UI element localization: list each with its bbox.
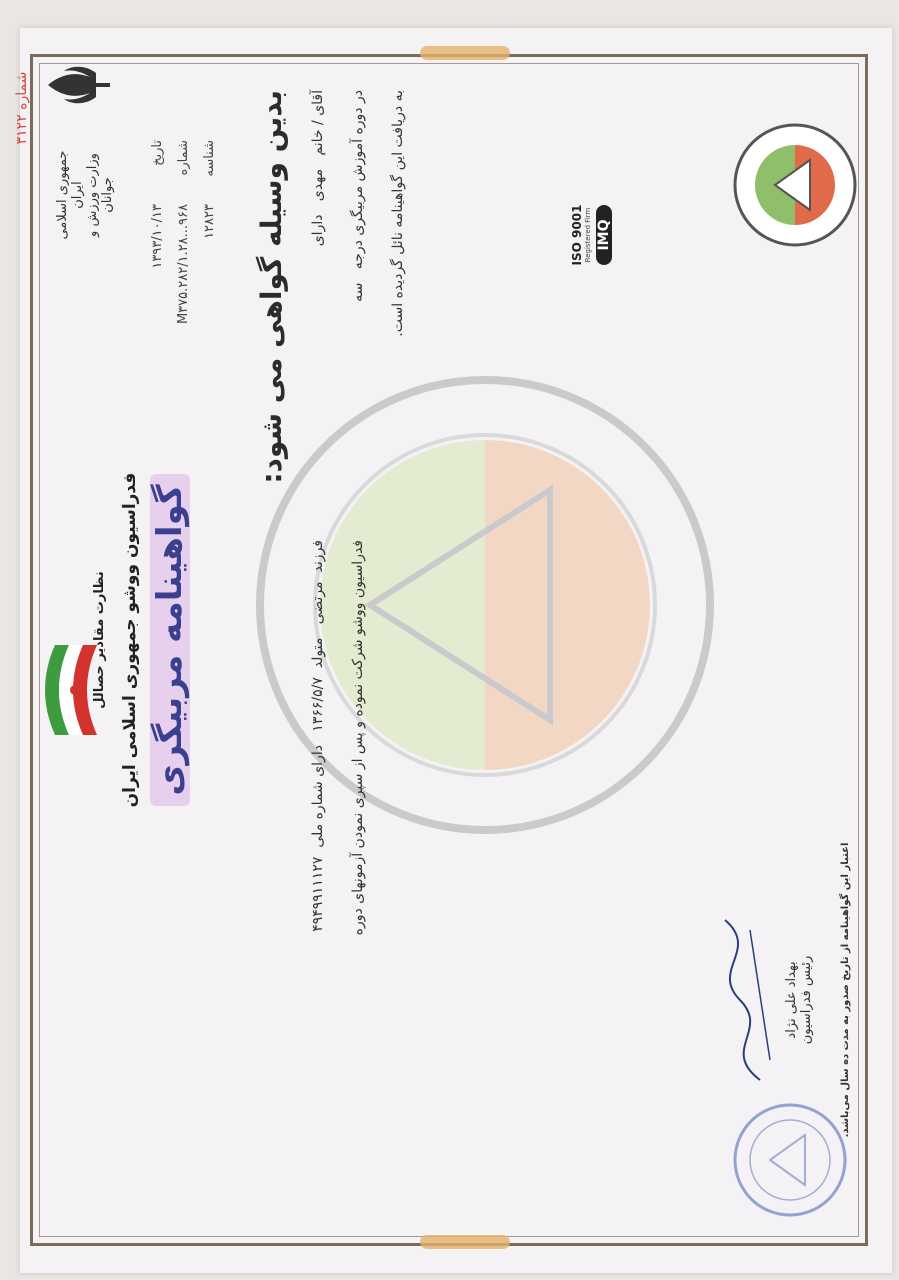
iso-badge: ISO 9001 Registered Firm IMQ <box>570 204 612 266</box>
body-line-1: آقای / خانم مهدی دارای <box>310 90 326 247</box>
body-line-2: در دوره آموزش مربیگری درجه سه <box>350 90 366 302</box>
meta-block: تاریخ ۱۳۹۳/۱۰/۱۳ شماره M۳۷۵.۲۸۲/۱.۲۸...۹۶۸ شناسه ۱۲۸۲۳ <box>150 140 217 325</box>
signature-icon <box>710 910 780 1090</box>
certificate-title: گواهینامه مربیگری <box>150 20 190 1260</box>
supervision-line: نظارت مقادیر حصالل <box>92 571 107 709</box>
federation-title: فدراسیون ووشو جمهوری اسلامی ایران <box>120 472 140 808</box>
ministry-text: جمهوری اسلامی ایران وزارت ورزش و جوانان <box>55 150 115 240</box>
iran-emblem-icon <box>40 45 120 125</box>
margin-serial: شماره ۳۱۲۲ <box>14 71 30 145</box>
federation-stamp-icon <box>730 1100 850 1220</box>
signer-block: بهداد علی نژاد رئیس فدراسیون <box>710 910 814 1090</box>
certificate-content <box>10 20 890 1260</box>
federation-logo-icon <box>730 120 860 250</box>
body-line-2b: فدراسیون ووشو شرکت نموده و پس از سپری نمودن آزمونهای دوره <box>350 540 366 936</box>
validity-note: اعتبار این گواهینامه از تاریخ صدور به مدت ده سال می‌باشد. <box>840 842 851 1138</box>
body-line-3: به دریافت این گواهینامه نائل گردیده است. <box>390 90 406 337</box>
body-line-1b: فرزند مرتضی متولد ۱۳۶۶/۵/۷ دارای شماره ملی ۴۹۴۹۹۱۱۱۲۷ <box>310 540 326 932</box>
declaration-heading: بدین وسیله گواهی می شود: <box>255 90 288 484</box>
